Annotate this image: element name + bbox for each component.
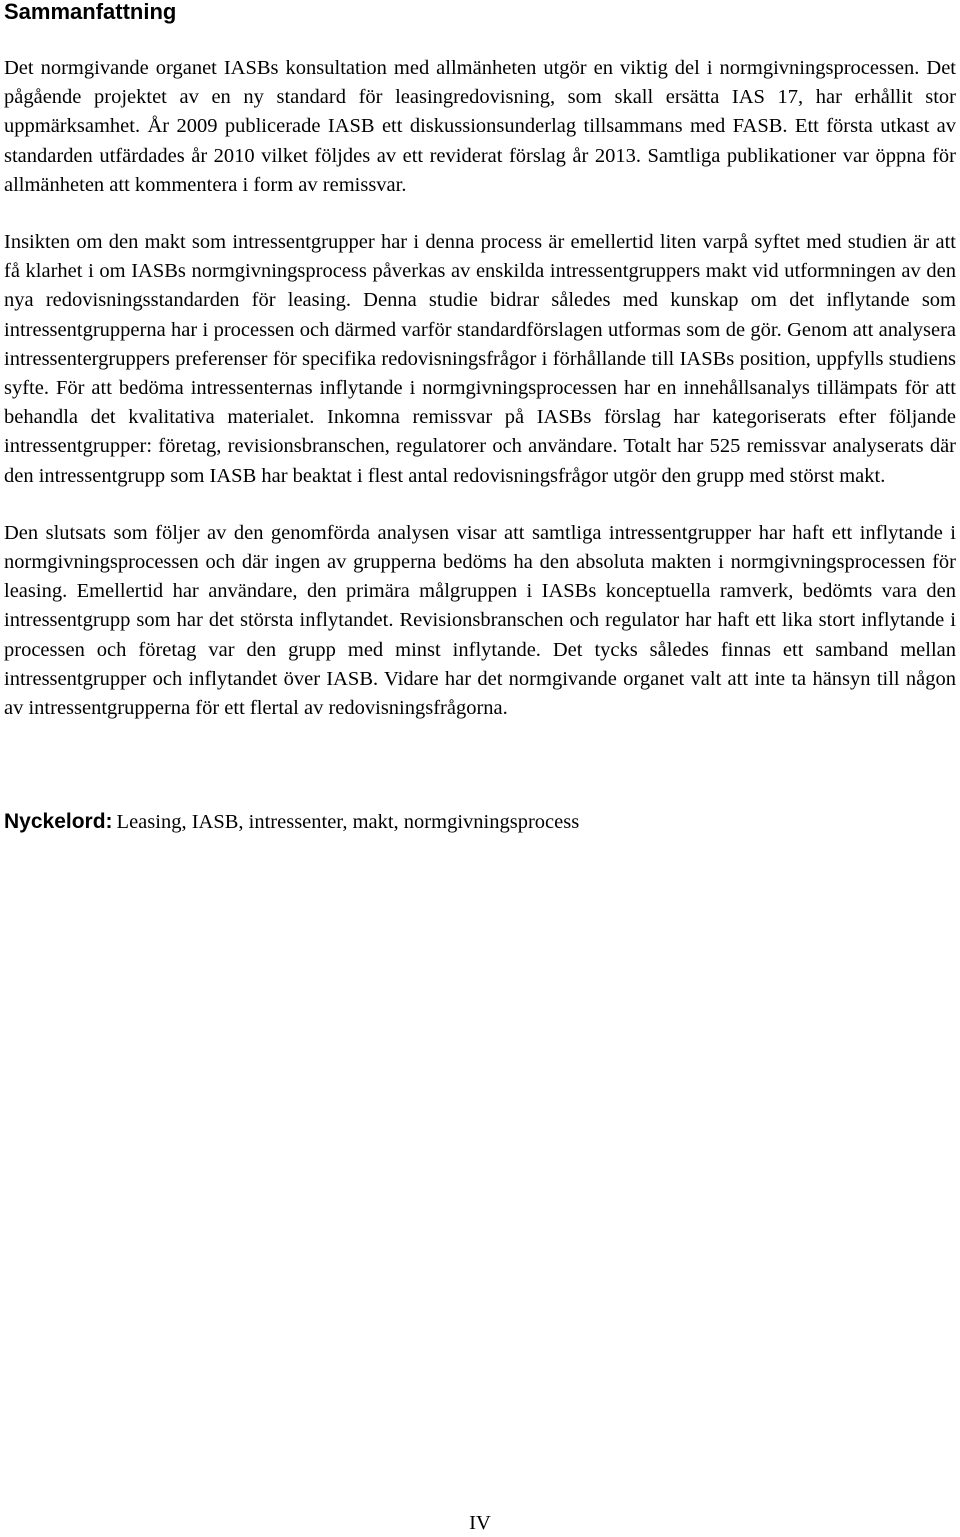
keywords-value: Leasing, IASB, intressenter, makt, normgivningsprocess xyxy=(116,811,580,834)
paragraph-conclusion: Den slutsats som följer av den genomförda analysen visar att samtliga intressentgrupper har haft ett inflytande i normgivningsprocessen och där ingen av grupperna bedöms ha den absoluta makten i normgivningsprocessen för leasing. Emellertid har användare, den primära målgruppen i IASBs konceptuella ramverk, bedömts vara den intressentgrupp som har det största inflytandet. Revisionsbranschen och regulator har haft ett lika stort inflytande i processen och företag var den grupp med minst inflytande. Det tycks således finnas ett samband mellan intressentgrupper och inflytandet över IASB. Vidare har det normgivande organet valt att inte ta hänsyn till någon av intressentgrupperna för ett flertal av redovisningsfrågorna. xyxy=(4,521,956,720)
keywords-line xyxy=(4,807,956,839)
paragraph-intro: Det normgivande organet IASBs konsultation med allmänheten utgör en viktig del i normgivningsprocessen. Det pågående projektet av en ny standard för leasingredovisning, som skall ersätta IAS 17, har erhållit stor uppmärksamhet. År 2009 publicerade IASB ett diskussionsunderlag tillsammans med FASB. Ett första utkast av standarden utfärdades år 2010 vilket följdes av ett reviderat förslag år 2013. Samtliga publikationer var öppna för allmänheten att kommentera i form av remissvar. xyxy=(4,57,956,196)
paragraph-method: Insikten om den makt som intressentgrupper har i denna process är emellertid liten varpå syftet med studien är att få klarhet i om IASBs normgivningsprocess påverkas av enskilda intressentgruppers makt vid utformningen av den nya redovisningsstandarden för leasing. Denna studie bidrar således med kunskap om det inflytande som intressentgrupperna har i processen och därmed varför standardförslagen utformas som de gör. Genom att analysera intressentergruppers preferenser för specifika redovisningsfrågor i förhållande till IASBs position, uppfylls studiens syfte. För att bedöma intressenternas inflytande i normgivningsprocessen har en innehållsanalys tillämpats för att behandla det kvalitativa materialet. Inkomna remissvar på IASBs förslag har kategoriserats efter följande intressentgrupper: företag, revisionsbranschen, regulatorer och användare. Totalt har 525 remissvar analyserats där den intressentgrupp som IASB har beaktat i flest antal redovisningsfrågor utgör den grupp med störst makt. xyxy=(4,231,956,487)
document-page xyxy=(4,0,956,839)
section-heading: Sammanfattning xyxy=(4,0,177,24)
page-number: IV xyxy=(469,1512,491,1534)
keywords-label: Nyckelord: xyxy=(4,810,113,834)
